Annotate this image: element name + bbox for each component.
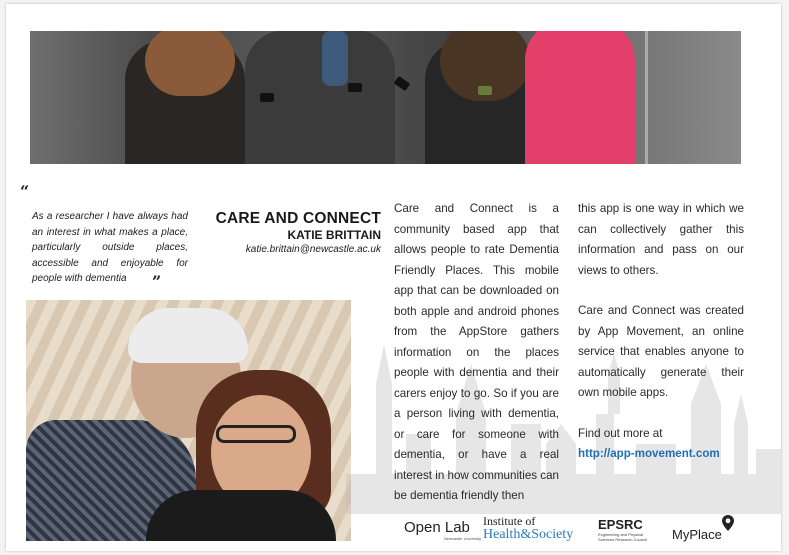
researcher-quote: As a researcher I have always had an interest in what makes a place, particularly outside places, accessible and enjoyable for people with dementia: [32, 211, 188, 284]
portrait-photo: [26, 300, 351, 541]
author-name: KATIE BRITTAIN: [287, 228, 381, 242]
ihs-logo-line1: Institute of: [483, 514, 536, 528]
openlab-logo: Open Lab: [404, 519, 470, 536]
phone-icon: [478, 86, 492, 95]
leaflet-page: [6, 4, 781, 551]
myplace-logo: MyPlace: [672, 527, 722, 542]
man-hair: [128, 308, 248, 363]
footer-logos: [6, 509, 781, 549]
app-movement-link[interactable]: http://app-movement.com: [578, 447, 720, 460]
body-column-2: [578, 199, 744, 465]
glasses: [216, 425, 296, 443]
phone-icon: [394, 76, 411, 91]
phone-icon: [348, 83, 362, 92]
banner-photo: [30, 31, 741, 164]
page-title: CARE AND CONNECT: [215, 210, 381, 227]
epsrc-logo-sub: Engineering and Physical Sciences Research Council: [598, 532, 647, 542]
body-column-1: Care and Connect is a community based app that allows people to rate Dementia Friendly Places. This mobile app that can be downloaded on both apple and android phones from the AppStore gathers information on the places people with dementia and their carers enjoy to go. So if you are a person living with dementia, or care for someone with dementia, or have a real interest in how communities can be dementia friendly then: [394, 202, 559, 502]
person-hair: [145, 31, 235, 96]
ihs-logo-line2: Health&Society: [483, 527, 574, 542]
map-pin-icon: [722, 515, 734, 531]
title-block: [191, 210, 381, 257]
phone-icon: [260, 93, 274, 102]
author-email: katie.brittain@newcastle.ac.uk: [245, 244, 381, 255]
scarf: [322, 31, 348, 86]
openlab-logo-sub: Newcastle University: [444, 536, 482, 541]
body-paragraph: Find out more at: [578, 426, 663, 440]
quote-open-mark: “: [20, 182, 30, 201]
tree: [645, 31, 648, 164]
quote-close-mark: ”: [152, 272, 162, 291]
person-figure: [525, 31, 635, 164]
epsrc-logo: EPSRC: [598, 517, 643, 532]
body-paragraph: Care and Connect was created by App Movement, an online service that enables anyone to automatically generate their own mobile apps.: [578, 304, 744, 399]
body-paragraph: this app is one way in which we can collectively gather this information and pass on our views to others.: [578, 202, 744, 277]
